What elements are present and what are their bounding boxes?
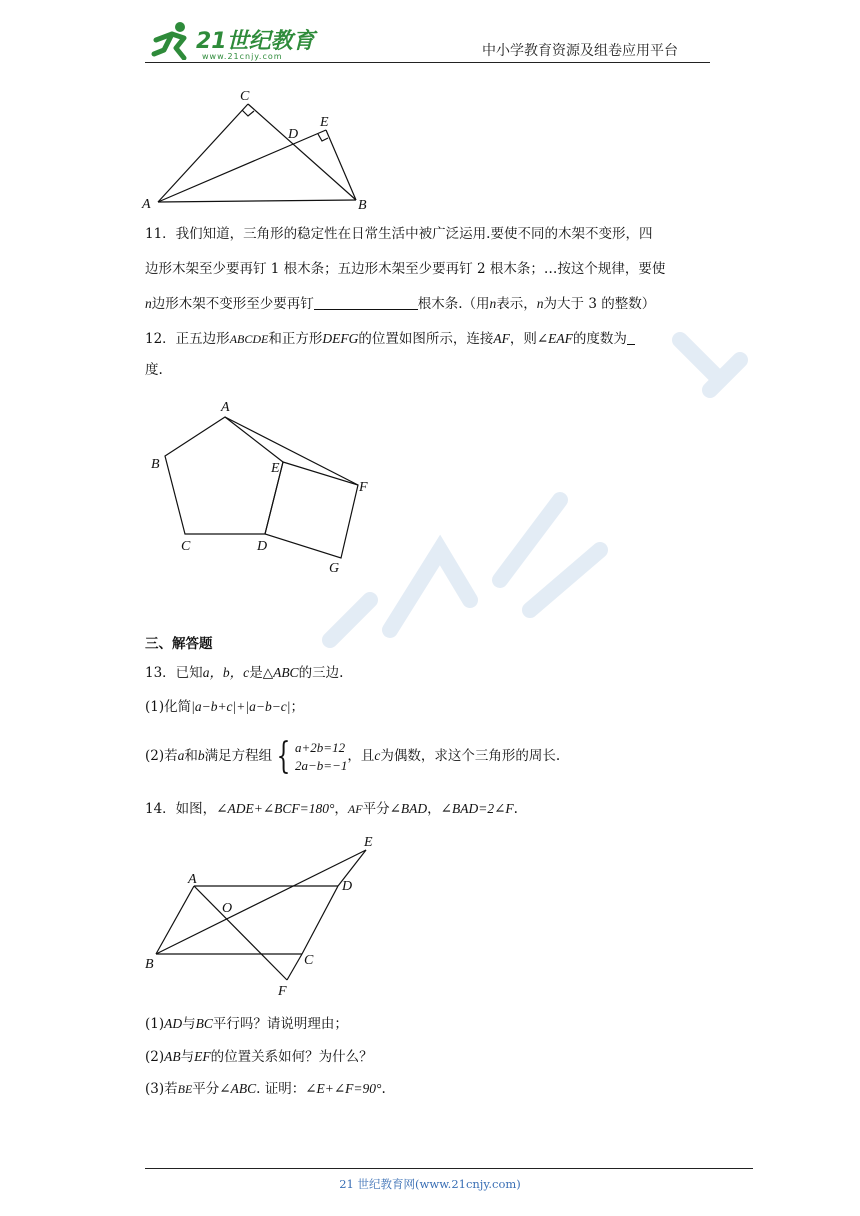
q14-segment-ab: AB (164, 1049, 181, 1064)
q13-line1 (145, 663, 343, 683)
q14-text: (2) (145, 1049, 165, 1065)
equation-2: 2a−b=−1 (295, 757, 348, 773)
footer-rule (145, 1168, 753, 1169)
q14-text: (3)若 (145, 1081, 178, 1097)
q12-angle: EAF (548, 331, 573, 346)
label-C: C (240, 89, 250, 104)
q13-expression: |a−b+c|+|a−b−c| (191, 699, 291, 714)
q14-angle-bad: ∠BAD (389, 801, 428, 816)
q13-text: 的三边. (298, 665, 344, 681)
label-D: D (342, 879, 353, 894)
q12-line1 (145, 329, 635, 349)
q14-part3 (145, 1079, 386, 1099)
q14-segment-ef: EF (194, 1049, 211, 1064)
q12-segment: AF (493, 331, 510, 346)
label-A: A (221, 400, 230, 415)
q14-text: 平分 (362, 801, 390, 817)
label-E: E (271, 461, 280, 476)
label-C: C (181, 539, 191, 554)
q14-condition-1: ∠ADE+∠BCF=180° (216, 801, 335, 816)
q13-triangle: △ABC (262, 665, 299, 680)
q12-line2: 度. (145, 362, 163, 378)
q14-text: . 证明： (256, 1081, 306, 1097)
q11-l3a: 边形木架不变形至少要再钉 (151, 296, 314, 312)
q12-text: 的度数为 (572, 331, 627, 347)
footer-text[interactable]: 21 世纪教育网(www.21cnjy.com) (339, 1177, 521, 1191)
q14-segment-ad: AD (164, 1016, 183, 1031)
equation-system (295, 739, 347, 775)
q13-text: ； (290, 699, 305, 715)
header-logo (150, 20, 320, 64)
label-E: E (364, 835, 373, 850)
q14-text: 与 (182, 1016, 196, 1032)
label-G: G (329, 561, 340, 576)
q11-l3c: 表示， (496, 296, 537, 312)
var-a: a (177, 748, 185, 763)
q13-text: (2)若 (145, 748, 178, 764)
q11-l3d: 为大于 3 的整数） (543, 296, 656, 312)
q14-text: . (381, 1081, 386, 1097)
q13-text: (1)化简 (145, 699, 192, 715)
var-n: n (536, 296, 544, 311)
q13-text: 13．已知 (145, 665, 203, 681)
var-n: n (489, 296, 497, 311)
q12-text: 的位置如图所示，连接 (358, 331, 494, 347)
logo-subtext: www.21cnjy.com (202, 52, 283, 61)
var-b: b (197, 748, 205, 763)
var-n: n (145, 296, 152, 311)
q14-angle-abc: ∠ABC (219, 1081, 257, 1096)
q14-part1 (145, 1014, 348, 1034)
answer-blank[interactable] (314, 295, 418, 310)
equation-1: a+2b=12 (295, 739, 346, 755)
label-A: A (188, 872, 197, 887)
q13-text: 是 (249, 665, 263, 681)
q14-text: 与 (180, 1049, 195, 1065)
label-D: D (257, 539, 268, 554)
q12-text: 12．正五边形 (145, 331, 230, 347)
q14-text: 14．如图， (145, 801, 217, 817)
label-F: F (278, 984, 287, 999)
q13-text: 满足方程组 (204, 748, 273, 764)
q11-line1: 11．我们知道，三角形的稳定性在日常生活中被广泛运用.要使不同的木架不变形，四 (145, 226, 653, 242)
q14-text: ， (334, 801, 348, 817)
logo-text: 21世纪教育 (196, 29, 315, 54)
q14-text: 平行吗？请说明理由； (212, 1016, 348, 1032)
q14-segment-af: AF (347, 802, 363, 816)
q14-equation: ∠E+∠F=90° (305, 1081, 382, 1096)
q13-part2 (145, 733, 560, 779)
runner-logo-icon (150, 20, 198, 60)
q13-text: 为偶数，求这个三角形的周长. (380, 748, 561, 764)
q11-line3 (145, 294, 655, 314)
q14-segment-bc: BC (195, 1016, 213, 1031)
q14-text: ， (427, 801, 441, 817)
q14-text: 平分 (192, 1081, 220, 1097)
q14-text: . (513, 801, 518, 817)
figure-q10 (140, 84, 380, 214)
q14-text: (1) (145, 1016, 165, 1032)
label-A: A (142, 197, 151, 212)
figure-q12 (145, 396, 385, 578)
q14-line1 (145, 799, 518, 819)
section-title: 三、解答题 (145, 636, 213, 652)
q14-segment-be: BE (177, 1082, 193, 1096)
label-B: B (151, 457, 160, 472)
q12-text: ，则∠ (509, 331, 549, 347)
q14-part2 (145, 1047, 373, 1067)
label-O: O (222, 901, 233, 916)
q12-text: 和正方形 (268, 331, 323, 347)
q11-l3b: 根木条.（用 (417, 296, 490, 312)
label-C: C (304, 953, 314, 968)
q12-pentagon-name: ABCDE (229, 332, 269, 346)
label-D: D (288, 127, 299, 142)
brace-symbol: { (276, 735, 291, 777)
label-B: B (145, 957, 154, 972)
q11-line2: 边形木架至少要再钉 1 根木条；五边形木架至少要再钉 2 根木条；…按这个规律，要使 (145, 261, 666, 277)
label-E: E (320, 115, 329, 130)
q13-vars: a，b，c (202, 665, 250, 680)
answer-blank[interactable] (627, 330, 635, 345)
var-c: c (374, 748, 381, 763)
q12-square-name: DEFG (322, 331, 359, 346)
q13-part1 (145, 697, 304, 717)
header-rule (145, 62, 710, 63)
q14-condition-2: ∠BAD=2∠F (440, 801, 514, 816)
figure-q14 (140, 828, 390, 1003)
label-B: B (358, 198, 367, 213)
header-right-text: 中小学教育资源及组卷应用平台 (482, 43, 678, 59)
label-F: F (359, 480, 368, 495)
q13-text: ，且 (347, 748, 375, 764)
q13-text: 和 (184, 748, 198, 764)
q14-text: 的位置关系如何？为什么？ (210, 1049, 373, 1065)
